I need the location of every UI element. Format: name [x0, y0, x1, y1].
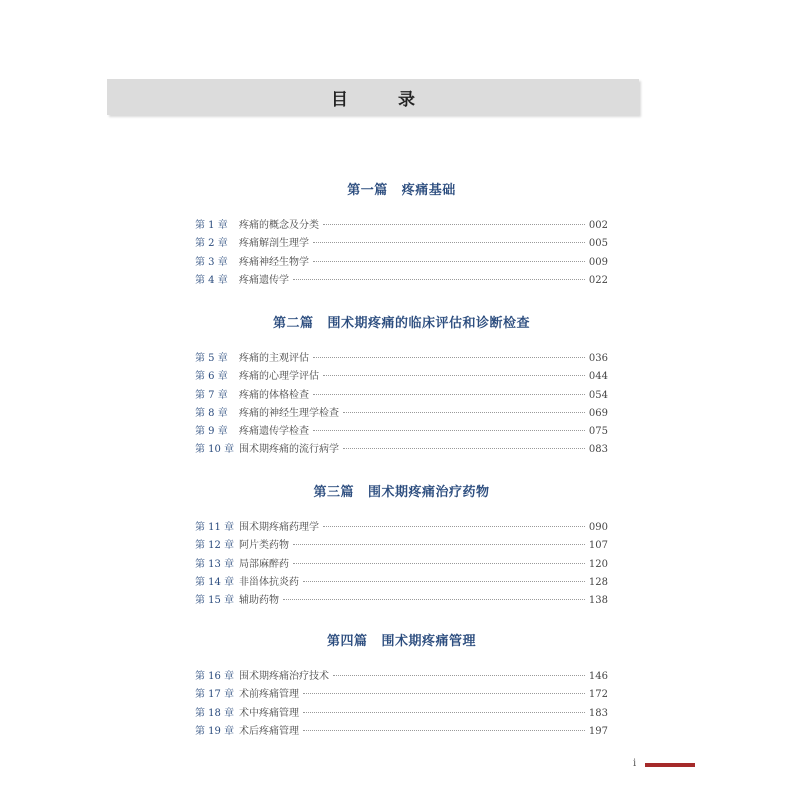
chapter-entry[interactable] — [195, 536, 608, 554]
chapter-entry[interactable] — [195, 704, 608, 722]
chapter-title: 疼痛解剖生理学 — [239, 238, 309, 250]
chapter-title: 疼痛遗传学 — [239, 274, 289, 286]
chapter-page: 036 — [588, 353, 608, 364]
chapter-title: 疼痛的体格检查 — [239, 389, 309, 401]
chapter-number: 第 11 章 — [195, 522, 235, 533]
page-folio: i — [633, 758, 637, 769]
chapter-title: 围术期疼痛治疗技术 — [239, 671, 329, 682]
leader-dots — [343, 448, 585, 449]
chapter-entry[interactable] — [195, 685, 608, 703]
chapter-page: 128 — [588, 576, 608, 588]
chapter-entry[interactable] — [195, 667, 608, 685]
chapter-page: 146 — [588, 671, 608, 682]
chapter-entry[interactable] — [195, 271, 608, 289]
chapter-title: 疼痛的主观评估 — [239, 353, 309, 364]
chapter-number: 第 18 章 — [195, 707, 235, 719]
chapter-title: 疼痛的心理学评估 — [239, 371, 319, 383]
chapter-entry[interactable] — [195, 722, 608, 740]
chapter-entry[interactable] — [195, 422, 608, 440]
leader-dots — [323, 526, 585, 527]
chapter-number: 第 13 章 — [195, 558, 235, 570]
chapter-page: 075 — [588, 426, 608, 438]
leader-dots — [323, 375, 585, 376]
chapter-entry[interactable] — [195, 440, 608, 458]
chapter-list — [195, 349, 608, 459]
chapter-entry[interactable] — [195, 404, 608, 422]
chapter-number: 第 14 章 — [195, 576, 235, 588]
chapter-number: 第 3 章 — [195, 256, 228, 268]
chapter-entry[interactable] — [195, 216, 608, 234]
chapter-number: 第 10 章 — [195, 444, 235, 456]
chapter-number: 第 5 章 — [195, 353, 228, 364]
chapter-title: 术中疼痛管理 — [239, 707, 299, 719]
leader-dots — [333, 675, 585, 676]
part-title — [195, 312, 608, 331]
part-number: 第三篇 — [313, 485, 354, 500]
part-3 — [195, 481, 608, 609]
chapter-page: 044 — [588, 371, 608, 383]
chapter-title: 术后疼痛管理 — [239, 725, 299, 737]
chapter-title: 疼痛的概念及分类 — [239, 220, 319, 231]
part-name: 疼痛基础 — [401, 183, 456, 198]
part-4 — [195, 630, 608, 740]
chapter-page: 120 — [588, 558, 608, 570]
chapter-number: 第 7 章 — [195, 389, 228, 401]
chapter-page: 107 — [588, 540, 608, 552]
part-1 — [195, 179, 608, 289]
part-name: 围术期疼痛治疗药物 — [368, 485, 490, 500]
chapter-title: 围术期疼痛的流行病学 — [239, 444, 339, 456]
chapter-page: 005 — [588, 238, 608, 250]
chapter-entry[interactable] — [195, 349, 608, 367]
part-number: 第二篇 — [272, 316, 314, 331]
chapter-title: 围术期疼痛药理学 — [239, 522, 319, 533]
chapter-number: 第 9 章 — [195, 426, 228, 438]
chapter-page: 183 — [588, 707, 608, 719]
chapter-number: 第 17 章 — [195, 689, 235, 701]
part-2 — [195, 312, 608, 459]
part-title — [195, 481, 608, 500]
chapter-number: 第 8 章 — [195, 407, 228, 419]
chapter-page: 138 — [588, 595, 608, 607]
chapter-page: 197 — [588, 725, 608, 737]
leader-dots — [313, 430, 585, 431]
chapter-number: 第 16 章 — [195, 671, 235, 682]
chapter-page: 172 — [588, 689, 608, 701]
leader-dots — [313, 357, 585, 358]
leader-dots — [343, 412, 585, 413]
chapter-title: 术前疼痛管理 — [239, 689, 299, 701]
chapter-page: 009 — [588, 256, 608, 268]
chapter-number: 第 12 章 — [195, 540, 235, 552]
leader-dots — [303, 712, 585, 713]
leader-dots — [293, 544, 585, 545]
chapter-number: 第 4 章 — [195, 274, 228, 286]
chapter-page: 054 — [588, 389, 608, 401]
chapter-title: 疼痛神经生物学 — [239, 256, 309, 268]
chapter-list — [195, 518, 608, 609]
leader-dots — [293, 563, 585, 564]
chapter-title: 疼痛的神经生理学检查 — [239, 407, 339, 419]
part-name: 围术期疼痛的临床评估和诊断检查 — [327, 316, 531, 331]
leader-dots — [303, 581, 585, 582]
part-name: 围术期疼痛管理 — [381, 634, 477, 649]
chapter-number: 第 1 章 — [195, 220, 228, 231]
chapter-page: 022 — [588, 274, 608, 286]
chapter-title: 非甾体抗炎药 — [239, 576, 299, 588]
chapter-title: 局部麻醉药 — [239, 558, 289, 570]
part-title — [195, 179, 608, 198]
folio-accent-bar — [645, 763, 695, 767]
chapter-page: 069 — [588, 407, 608, 419]
chapter-title: 疼痛遗传学检查 — [239, 426, 309, 438]
chapter-title: 阿片类药物 — [239, 540, 289, 552]
chapter-number: 第 15 章 — [195, 595, 235, 607]
chapter-page: 090 — [588, 522, 608, 533]
part-number: 第四篇 — [326, 634, 368, 649]
leader-dots — [293, 279, 585, 280]
chapter-entry[interactable] — [195, 518, 608, 536]
chapter-entry[interactable] — [195, 253, 608, 271]
leader-dots — [313, 242, 585, 243]
chapter-number: 第 6 章 — [195, 371, 228, 383]
leader-dots — [313, 394, 585, 395]
chapter-number: 第 2 章 — [195, 238, 228, 250]
chapter-page: 002 — [588, 220, 608, 231]
part-title — [195, 630, 608, 649]
part-number: 第一篇 — [347, 183, 388, 198]
chapter-entry[interactable] — [195, 234, 608, 252]
chapter-list — [195, 667, 608, 740]
toc-title-band — [107, 79, 639, 115]
chapter-page: 083 — [588, 444, 608, 456]
page-title: 目 录 — [331, 89, 437, 110]
leader-dots — [313, 261, 585, 262]
chapter-entry[interactable] — [195, 386, 608, 404]
chapter-number: 第 19 章 — [195, 725, 235, 737]
leader-dots — [283, 599, 585, 600]
chapter-entry[interactable] — [195, 367, 608, 385]
chapter-entry[interactable] — [195, 591, 608, 609]
leader-dots — [303, 730, 585, 731]
chapter-title: 辅助药物 — [239, 595, 279, 607]
chapter-entry[interactable] — [195, 555, 608, 573]
chapter-entry[interactable] — [195, 573, 608, 591]
leader-dots — [323, 224, 585, 225]
leader-dots — [303, 693, 585, 694]
chapter-list — [195, 216, 608, 289]
